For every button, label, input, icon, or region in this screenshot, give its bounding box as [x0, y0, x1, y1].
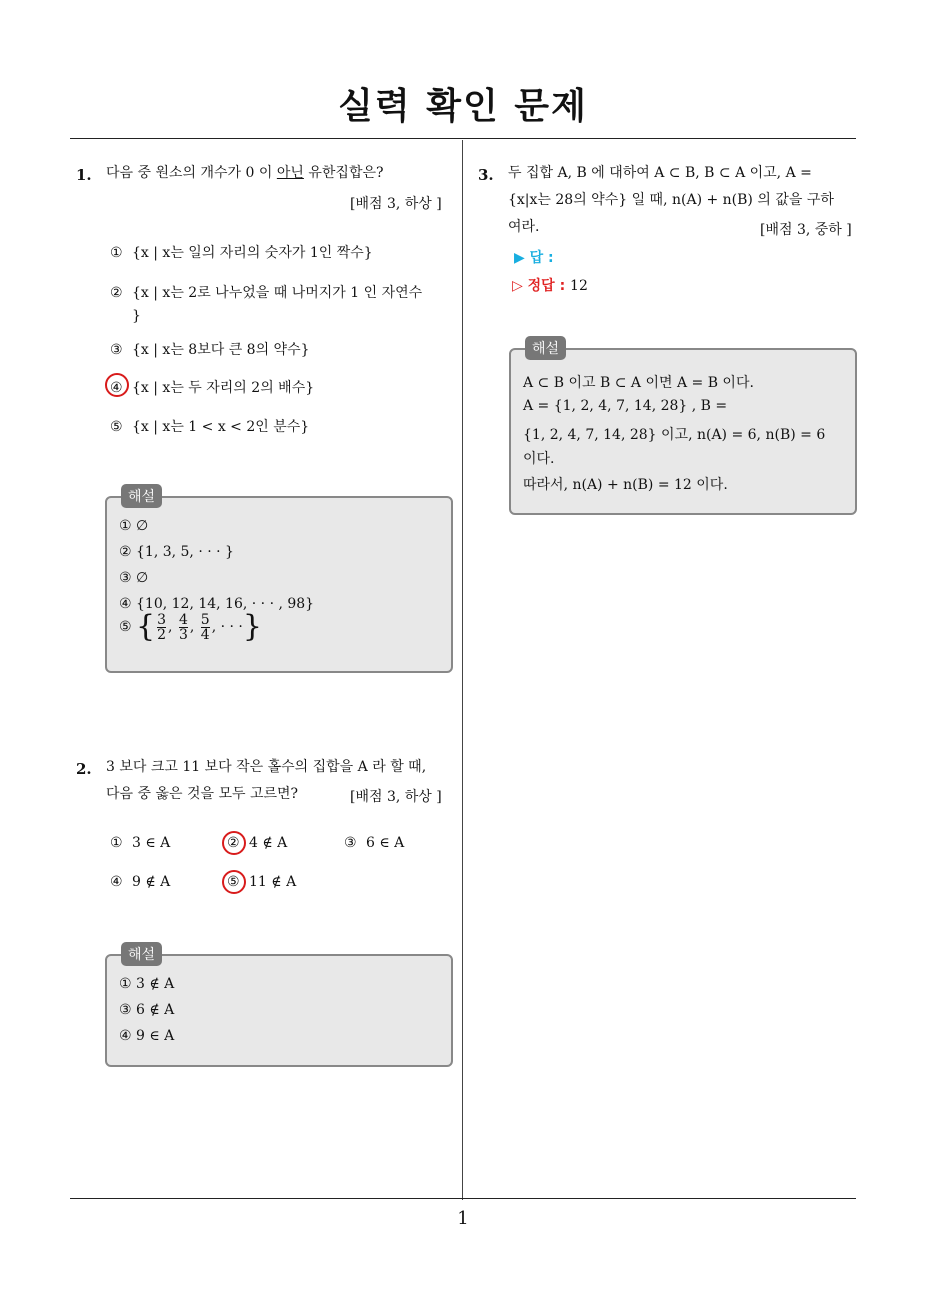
q3-line-1: 두 집합 A, B 에 대하여 A ⊂ B, B ⊂ A 이고, A = [508, 165, 812, 181]
q3-solution-line: {1, 2, 4, 7, 14, 28} 이고, n(A) = 6, n(B) = 6 [523, 427, 826, 443]
q2-choice-2[interactable]: ② 4 ∉ A [227, 835, 288, 851]
q2-solution-tag: 해설 [121, 942, 162, 966]
q3-line-2: {x|x는 28의 약수} 일 때, n(A) + n(B) 의 값을 구하 [508, 192, 834, 208]
q2-meta: [배점 3, 하상 ] [350, 789, 442, 805]
q2-line-1: 3 보다 크고 11 보다 작은 홀수의 집합을 A 라 할 때, [106, 759, 427, 775]
q3-correct-value: 12 [570, 278, 588, 294]
q3-line-3: 여라. [508, 219, 540, 235]
q3-correct-answer: ▷ 정답 : 12 [512, 278, 588, 294]
q2-choice-1[interactable]: ① 3 ∈ A [110, 835, 171, 851]
q3-number: 3. [478, 166, 494, 184]
page-title: 실력 확인 문제 [338, 86, 588, 127]
q2-solution-line: ③ 6 ∉ A [119, 1002, 175, 1018]
q2-solution-line: ① 3 ∉ A [119, 976, 175, 992]
q2-solution-line: ④ 9 ∈ A [119, 1028, 175, 1044]
q3-solution-tag: 해설 [525, 336, 566, 360]
q1-choice-4[interactable]: ④ {x | x는 두 자리의 2의 배수} [110, 380, 315, 396]
q1-text: 다음 중 원소의 개수가 0 이 아닌 유한집합은? [106, 165, 384, 181]
q1-solution-box [105, 489, 453, 673]
q1-choice-5[interactable]: ⑤ {x | x는 1 < x < 2인 분수} [110, 419, 310, 435]
q1-solution-line-fraction: ⑤ { $\frac{3}{2}$ , $\frac{4}{3}$ , $\frac{5}{4}$ , · · ·} [119, 609, 262, 644]
q1-number: 1. [76, 166, 92, 184]
top-rule [70, 138, 856, 139]
q3-solution-line: A ⊂ B 이고 B ⊂ A 이면 A = B 이다. [523, 375, 754, 391]
q2-choice-3[interactable]: ③ 6 ∈ A [344, 835, 405, 851]
q1-choice-3[interactable]: ③ {x | x는 8보다 큰 8의 약수} [110, 342, 310, 358]
q3-solution-line: 이다. [523, 451, 555, 467]
q1-solution-tag: 해설 [121, 484, 162, 508]
q2-choice-4[interactable]: ④ 9 ∉ A [110, 874, 171, 890]
fraction: $\frac{4}{3}$ [178, 611, 188, 643]
q3-meta: [배점 3, 중하 ] [760, 222, 852, 238]
fraction: $\frac{3}{2}$ [157, 611, 167, 643]
q2-choice-5[interactable]: ⑤ 11 ∉ A [227, 874, 297, 890]
q3-solution-box [509, 341, 857, 515]
q1-solution-line: ② {1, 3, 5, · · · } [119, 544, 234, 560]
q2-line-2: 다음 중 옳은 것을 모두 고르면? [106, 786, 299, 802]
q2-number: 2. [76, 760, 92, 778]
q2-solution-box [105, 947, 453, 1067]
q1-solution-line: ③ ∅ [119, 570, 149, 586]
q1-choice-2-cont: } [132, 308, 141, 324]
bottom-rule [70, 1198, 856, 1199]
q1-choice-2[interactable]: ② {x | x는 2로 나누었을 때 나머지가 1 인 자연수 [110, 285, 423, 301]
q3-solution-line: 따라서, n(A) + n(B) = 12 이다. [523, 477, 728, 493]
column-divider [462, 140, 463, 1200]
q3-answer-label: ▶ 답 : [514, 250, 554, 266]
q1-solution-line: ① ∅ [119, 518, 149, 534]
page-number: 1 [457, 1208, 469, 1229]
q1-solution-line: ④ {10, 12, 14, 16, · · · , 98} [119, 596, 315, 612]
q1-meta: [배점 3, 하상 ] [350, 196, 442, 212]
fraction: $\frac{5}{4}$ [200, 611, 210, 643]
q1-choice-1[interactable]: ① {x | x는 일의 자리의 숫자가 1인 짝수} [110, 245, 373, 261]
q3-solution-line: A = {1, 2, 4, 7, 14, 28} , B = [523, 398, 728, 414]
q1-underlined-word: 아닌 [276, 165, 304, 181]
